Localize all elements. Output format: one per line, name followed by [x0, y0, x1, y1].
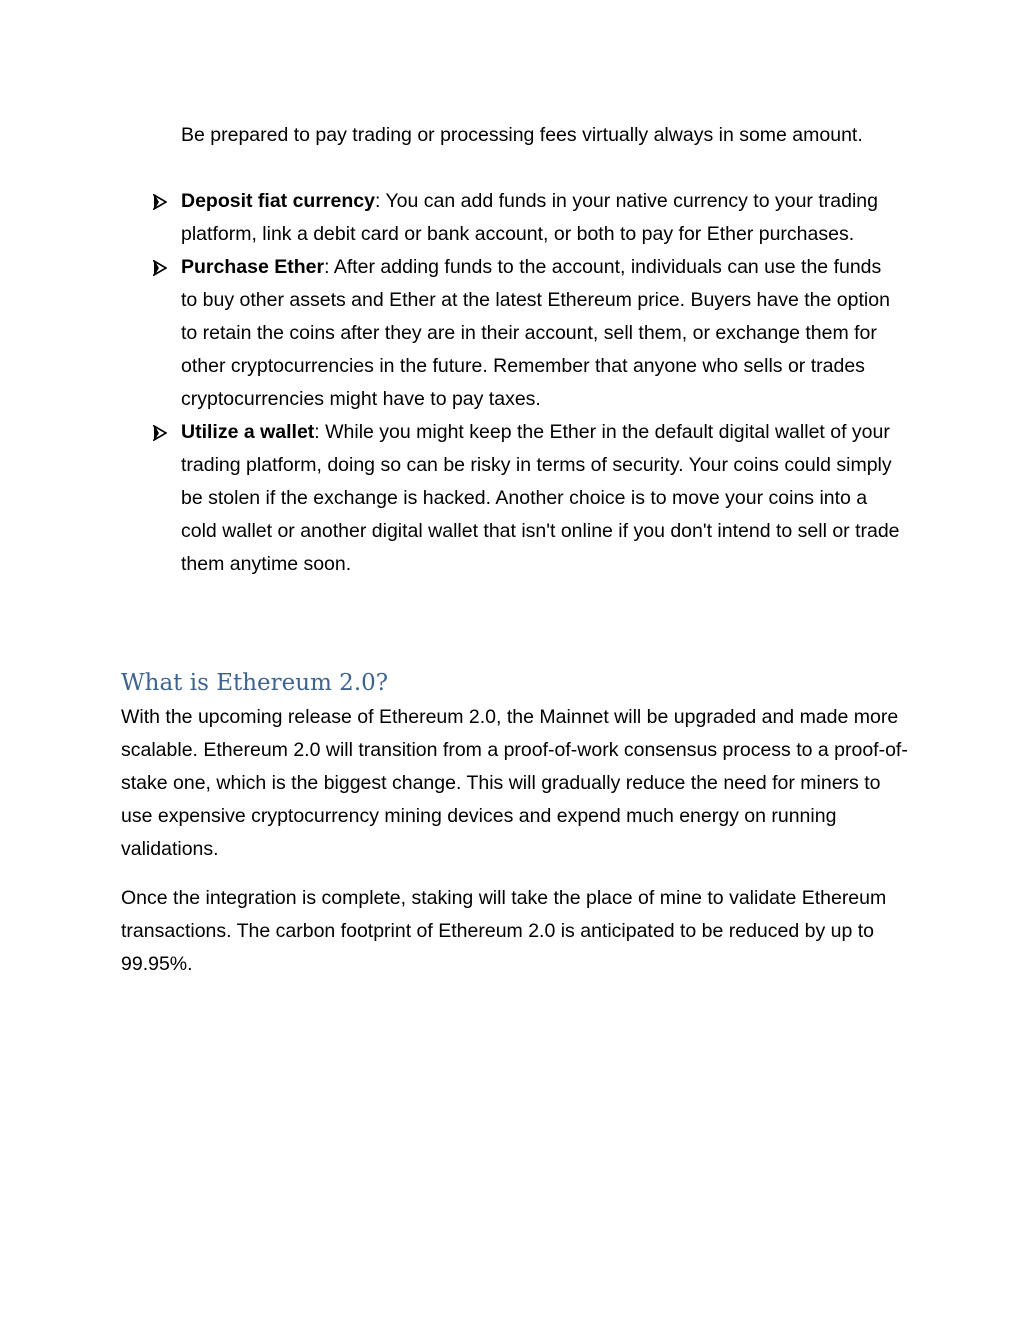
arrowhead-bullet-icon — [153, 251, 173, 284]
bullet-list — [0, 185, 1024, 581]
bullet-item-utilize-a-wallet — [0, 416, 901, 581]
bullet-term: Purchase Ether — [181, 256, 325, 278]
arrowhead-bullet-icon — [153, 185, 173, 218]
bullet-item-purchase-ether — [0, 251, 901, 416]
section-heading: What is Ethereum 2.0? — [121, 670, 389, 696]
section-paragraph-1: With the upcoming release of Ethereum 2.0, the Mainnet will be upgraded and made more scalable. Ethereum 2.0 will transition from a proof-of-work consensus process to a proof-of-stake one, which is the biggest change. This will gradually reduce the need for miners to use expensive cryptocurrency mining devices and expend much energy on running validations. — [121, 706, 908, 860]
bullet-term: Deposit fiat currency — [181, 190, 375, 212]
section-paragraph-2: Once the integration is complete, staking will take the place of mine to validate Ethereum transactions. The carbon footprint of Ethereum 2.0 is anticipated to be reduced by up to 99.95%. — [121, 887, 887, 975]
bullet-term: Utilize a wallet — [181, 421, 315, 443]
bullet-text: : After adding funds to the account, individuals can use the funds to buy other assets and Ether at the latest Ethereum price. Buyers have the option to retain the coins after they are in their account, sell them, or exchange them for other cryptocurrencies in the future. Remember that anyone who sells or trades cryptocurrencies might have to pay taxes. — [181, 256, 890, 410]
bullet-item-deposit-fiat-currency — [0, 185, 901, 251]
continuation-paragraph: Be prepared to pay trading or processing fees virtually always in some amount. — [181, 124, 863, 146]
arrowhead-bullet-icon — [153, 416, 173, 449]
bullet-text: : You can add funds in your native currency to your trading platform, link a debit card or bank account, or both to pay for Ether purchases. — [181, 190, 878, 245]
bullet-text: : While you might keep the Ether in the default digital wallet of your trading platform, doing so can be risky in terms of security. Your coins could simply be stolen if the exchange is hacked. Another choice is to move your coins into a cold wallet or another digital wallet that isn't online if you don't intend to sell or trade them anytime soon. — [181, 421, 900, 575]
